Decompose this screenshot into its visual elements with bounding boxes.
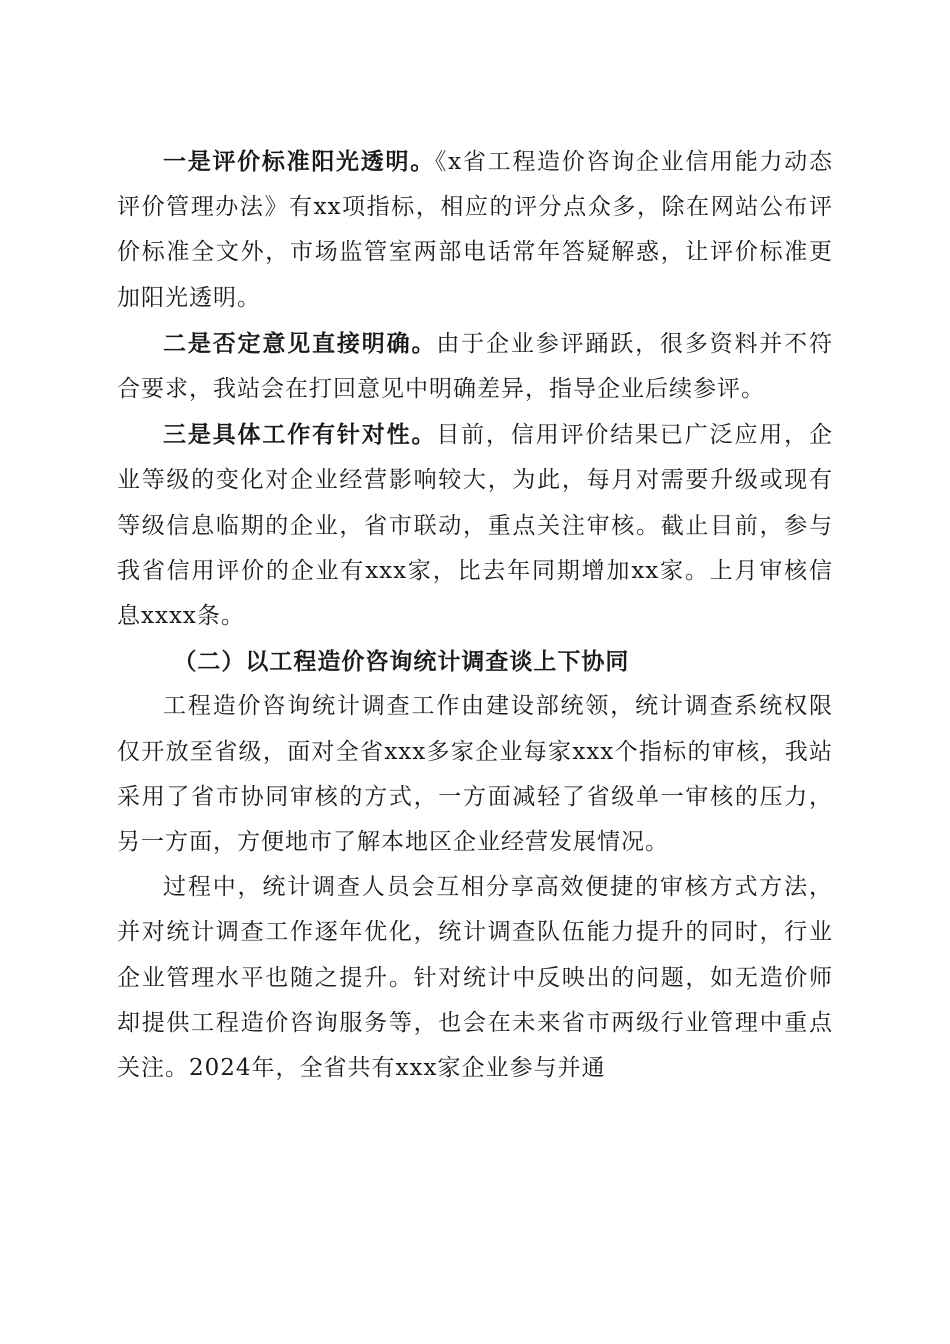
- paragraph-lead: 一是评价标准阳光透明。: [163, 148, 435, 175]
- paragraph-statistics-survey: 工程造价咨询统计调查工作由建设部统领，统计调查系统权限仅开放至省级，面对全省xxx多家企业每家xxx个指标的审核，我站采用了省市协同审核的方式，一方面减轻了省级单一审核的压力，另一方面，方便地市了解本地区企业经营发展情况。: [117, 693, 833, 856]
- paragraph-targeted-work: [117, 412, 833, 639]
- paragraph-text: 《x省工程造价咨询企业信用能力动态评价管理办法》有xx项指标，相应的评分点众多，除在网站公布评价标准全文外，市场监管室两部电话常年答疑解惑，让评价标准更加阳光透明。: [117, 149, 833, 311]
- section-heading: （二）以工程造价咨询统计调查谈上下协同: [173, 648, 630, 676]
- paragraph-negative-opinions: [117, 321, 833, 412]
- paragraph-lead: 三是具体工作有针对性。: [163, 421, 437, 449]
- paragraph-text: 目前，信用评价结果已广泛应用，企业等级的变化对企业经营影响较大，为此，每月对需要升级或现有等级信息临期的企业，省市联动，重点关注审核。截止目前，参与我省信用评价的企业有xxx家，比去年同期增加xx家。上月审核信息xxxx条。: [117, 422, 834, 630]
- paragraph-lead: 二是否定意见直接明确。: [163, 329, 437, 357]
- document-body: [117, 139, 833, 1091]
- paragraph-text: 由于企业参评踊跃，很多资料并不符合要求，我站会在打回意见中明确差异，指导企业后续参评。: [117, 330, 834, 403]
- paragraph-process: 过程中，统计调查人员会互相分享高效便捷的审核方式方法，并对统计调查工作逐年优化，统计调查队伍能力提升的同时，行业企业管理水平也随之提升。针对统计中反映出的问题，如无造价师却提供工程造价咨询服务等，也会在未来省市两级行业管理中重点关注。2024年，全省共有xxx家企业参与并通: [117, 874, 833, 1082]
- paragraph-evaluation-standards: [117, 139, 833, 321]
